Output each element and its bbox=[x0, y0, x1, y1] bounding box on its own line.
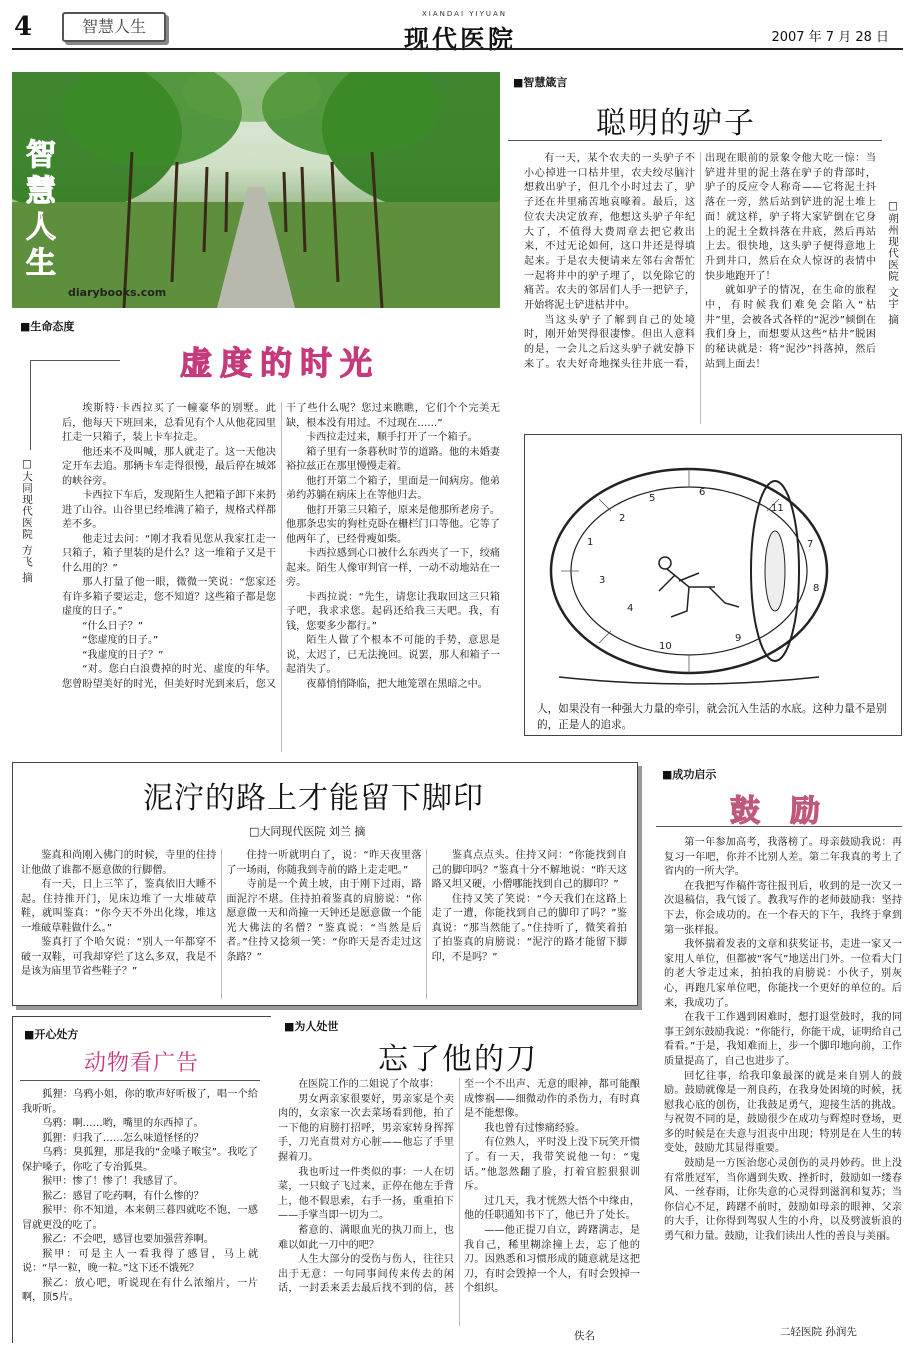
time-column-label: ■生命态度 bbox=[20, 320, 75, 333]
logo-pinyin: XIANDAI YIYUAN bbox=[422, 10, 507, 18]
paragraph: 鉴真打了个哈欠说：“别人一年都穿不破一双鞋，可我却穿烂了这么多双，我是不是该为庙里节省些鞋子？” bbox=[21, 937, 217, 977]
paragraph: 第一年参加高考，我落榜了。母亲鼓励我说：再复习一年吧，你并不比别人差。第二年我真的考上了省内的一所大学。 bbox=[664, 837, 902, 878]
paragraph: 狐狸：归我了……怎么味道怪怪的？ bbox=[42, 1132, 204, 1144]
issue-date: 2007 年 7 月 28 日 bbox=[771, 30, 889, 45]
paragraph: 那人打量了他一眼，微微一笑说：“您家还有许多箱子要运走，您不知道？这些箱子都是您虚度的日子。” bbox=[62, 577, 276, 617]
banner-char: 慧 bbox=[26, 174, 56, 209]
paragraph: 男女两亲家很要好，男亲家是个卖肉的，女亲家一次去菜场看到他，拍了一下他的肩膀打招呼，男亲家转身挥挥手，刀光直贯对方心脏——他忘了手里握着刀。 bbox=[278, 1093, 454, 1163]
animals-title: 动物看广告 bbox=[84, 1051, 200, 1076]
paragraph: 他走过去问：“刚才我看见您从我家扛走一只箱子，箱子里装的是什么？这一堆箱子又是干什么用的？” bbox=[62, 533, 276, 574]
wheel-number: 3 bbox=[599, 575, 606, 586]
time-author: □大同现代医院 方飞 摘 bbox=[21, 458, 33, 584]
hamster-wheel-drawing bbox=[539, 441, 887, 691]
paragraph: 陌生人做了个根本不可能的手势，意思是说，太迟了，已无法挽回。说罢，那人和箱子一起消失了。 bbox=[286, 635, 500, 675]
wheel-number: 1 bbox=[587, 537, 594, 548]
mud-article-box bbox=[12, 762, 638, 1006]
paragraph: “您虚度的日子。” bbox=[82, 635, 159, 646]
paragraph: 我也听过一件类似的事：一人在切菜，一只蚊子飞过来，正停在他左手背上，他不假思索，右手一扬，重重拍下——手掌当即一切为二。 bbox=[278, 1166, 454, 1222]
wheel-number: 4 bbox=[627, 603, 634, 614]
paragraph: 猴乙：放心吧，听说现在有什么浓缩片，一片啊，顶5片。 bbox=[22, 1277, 258, 1303]
time-side-rule-vertical bbox=[30, 360, 31, 450]
running-man bbox=[659, 557, 739, 617]
paragraph: 卡西拉感到心口被什么东西夹了一下，绞痛起来。陌生人像审判官一样，一动不动地站在一旁。 bbox=[286, 548, 500, 588]
paragraph: 在我干工作遇到困难时，想打退堂鼓时，我的同事王剑东鼓励我说：“你能行，你能干成，证明给自己看看。”于是，我知难而上，步一个脚印地向前，工作质量提高了，自己也进步了。 bbox=[664, 1012, 902, 1067]
mud-author: □大同现代医院 刘兰 摘 bbox=[249, 825, 366, 838]
paragraph: 猴甲：惨了！惨了！我感冒了。 bbox=[42, 1176, 184, 1187]
animals-body bbox=[22, 1088, 258, 1340]
encourage-title-rule bbox=[656, 826, 902, 827]
wheel-caption: 人，如果没有一种强大力量的牵引，就会沉入生活的水底。这种力量不是别的，正是人的追求。 bbox=[537, 703, 887, 731]
paragraph: 回忆往事，给我印象最深的就是来自别人的鼓励。鼓励就像是一剂良药，在我身处困境的时候，抚慰我心底的创伤，让我鼓足勇气，迎接生活的挑战。与祝贺不同的是，鼓励很少在成功与辉煌时登场，更多的时候是在夫意与沮丧中出现；特别是在人生的转变处，鼓励尤其显得重要。 bbox=[664, 1070, 902, 1155]
wheel-number: 10 bbox=[659, 641, 672, 652]
paragraph: ——他正提刀自立，踌躇满志，是我自己，稀里糊涂撞上去，忘了他的刀。因熟悉和习惯形成的随意就是这把刀，有时会毁掉一个人，有时会毁掉一个组织。 bbox=[464, 1224, 640, 1295]
encourage-author: 二轻医院 孙润先 bbox=[780, 1326, 857, 1338]
time-body bbox=[62, 402, 500, 752]
paragraph: 住持又笑了笑说：“今天我们在这路上走了一遭，你能找到自己的脚印了吗？”鉴真说：“那当然能了。”住持听了，微笑着拍了拍鉴真的肩膀说：“泥泞的路才能留下脚印，不是吗？” bbox=[431, 893, 627, 963]
paragraph: 乌鸦：啊……哟，嘴里的东西掉了。 bbox=[42, 1118, 204, 1129]
encourage-body bbox=[664, 836, 902, 1320]
mud-body bbox=[21, 849, 627, 999]
paragraph: 猴甲：可是主人一看我得了感冒，马上就说：“早一粒，晚一粒。”这下还不饿死？ bbox=[22, 1248, 258, 1274]
paragraph: 寺前是一个黄土坡，由于刚下过雨，路面泥泞不堪。住持拍着鉴真的肩膀说：“你愿意做一天和尚撞一天钟还是愿意做一个能光大佛法的名僧？”鉴真说：“当然是后者。”住持又捻须一笑：“你昨天是否走过这条路？” bbox=[226, 879, 422, 963]
paragraph: 我怀揣着发表的文章和获奖证书，走进一家又一家用人单位，但都被“客气”地送出门外。一位看大门的老大爷走过来，拍拍我的肩膀说：小伙子，别灰心，再跑几家单位吧，你能找一个更好的单位的。后来，我成功了。 bbox=[664, 939, 902, 1009]
paragraph: 卡西拉说：“先生，请您让我取回这三只箱子吧，我求求您。起码还给我三天吧。我，有钱，您要多少都行。” bbox=[286, 591, 500, 632]
paragraph: 就如驴子的情况，在生命的旅程中，有时候我们难免会陷入“枯井”里，会被各式各样的“泥沙”倾倒在我们身上，而想要从这些“枯井”脱困的秘诀就是：将“泥沙”抖落掉，然后站到上面去！ bbox=[705, 285, 876, 370]
paragraph: 我也曾有过惨痛经验。 bbox=[484, 1122, 586, 1134]
paragraph: 过几天，我才恍然大悟个中缘由，他的任职通知书下了，他已升了处长。 bbox=[464, 1195, 640, 1222]
header-rule bbox=[12, 48, 903, 50]
paragraph: “什么日子？” bbox=[82, 620, 144, 632]
paragraph: 当这头驴子了解到自己的处境时，刚开始哭得很凄惨。但出人意料的是，一会儿之后这头驴子就安静下来了。农夫好奇地探头往井底一看，出现在眼前的景象令他大吃一惊：当铲进井里的泥土落在驴子的背部时，驴子的反应令人称奇——它将泥土抖落在一旁，然后站到铲进的泥土堆上面！就这样，驴子将大家铲倒在它身上的泥土全数抖落在井底，然后再站上去。很快地，这头驴子便得意地上升到井口，然后在众人惊讶的表情中快步地跑开了！ bbox=[524, 153, 876, 370]
wheel-number: 2 bbox=[619, 513, 626, 524]
mud-title: 泥泞的路上才能留下脚印 bbox=[143, 781, 484, 816]
wheel-illustration-box bbox=[524, 434, 902, 736]
paragraph: 有位熟人，平时没上没下玩笑开惯了。有一天，我带笑说他一句：“鬼话。”他忽然翻了脸，打着官腔狠狠训斥。 bbox=[464, 1137, 640, 1193]
paragraph: 人生大部分的受伤与伤人，往往只出于无意：一句同事间传来传去的闲话，一封丢来丢去最后找不到的信，甚至一个不出声、无意的眼神，都可能酿成惨祸——细微动作的杀伤力，有时真是不能想像。 bbox=[278, 1079, 640, 1295]
knife-author: 佚名 bbox=[574, 1330, 595, 1342]
knife-body bbox=[278, 1078, 640, 1326]
paragraph: 埃斯特·卡西拉买了一幢豪华的别墅。此后，他每天下班回来，总看见有个人从他花园里扛走一只箱子，装上卡车拉走。 bbox=[62, 403, 276, 443]
paragraph: 夜幕悄悄降临，把大地笼罩在黑暗之中。 bbox=[306, 678, 488, 690]
paragraph: 猴乙：不会吧，感冒也要加强营养啊。 bbox=[42, 1234, 214, 1245]
banner-char: 人 bbox=[26, 210, 56, 245]
paragraph: 卡西拉下车后，发现陌生人把箱子卸下来扔进了山谷。山谷里已经堆满了箱子，规格式样都差不多。 bbox=[62, 490, 276, 530]
animals-column-label: ■开心处方 bbox=[24, 1028, 79, 1041]
tree-avenue-drawing bbox=[12, 72, 500, 308]
paragraph: 猴乙：感冒了吃药啊，有什么惨的？ bbox=[42, 1190, 204, 1202]
paragraph: 有一天，某个农夫的一头驴子不小心掉进一口枯井里，农夫绞尽脑汁想救出驴子，但几个小时过去了，驴子还在井里痛苦地哀嚎着。最后，这位农夫决定放弃，他想这头驴子年纪大了，不值得大费周章去把它救出来，不过无论如何，这口井还是得填起来。于是农夫便请来左邻右舍帮忙一起将井中的驴子埋了，以免除它的痛苦。农夫的邻居们人手一把铲子，开始将泥土铲进枯井中。 bbox=[524, 153, 695, 312]
paragraph: 蓄意的、满眼血光的执刀而上，也难以如此一刀中的吧？ bbox=[278, 1224, 454, 1251]
paragraph: 鉴真和尚刚入佛门的时候，寺里的住持让他做了谁都不愿意做的行脚僧。 bbox=[21, 850, 217, 876]
banner-vertical-title bbox=[26, 138, 66, 282]
knife-column-label: ■为人处世 bbox=[284, 1020, 339, 1033]
newspaper-logo: 现代医院 bbox=[404, 25, 517, 54]
section-tab: 智慧人生 bbox=[62, 12, 166, 42]
paragraph: 鼓励是一方医治您心灵创伤的灵丹妙药。世上没有常胜冠军，当你遇到失败、挫折时，鼓励如一缕春风、一丝春雨，让你失意的心灵得到滋润和复苏；当你信心不足，踌躇不前时，鼓励如母亲的眼神、父亲的大手，让你得到驾驭人生的小舟，以及劈波斩浪的勇气和力量。鼓励，让我们读出人性的善良与美丽。 bbox=[664, 1158, 902, 1243]
donkey-title-rule bbox=[508, 140, 882, 141]
donkey-author: □朔州现代医院 文宇 摘 bbox=[887, 200, 899, 326]
time-title: 虚度的时光 bbox=[180, 344, 381, 382]
paragraph: “对。您白白浪费掉的时光、虚度的年华。您曾盼望美好的时光，但美好时光到来后，您又干了些什么呢？您过来瞧瞧，它们个个完美无缺，根本没有用过。不过现在……” bbox=[62, 403, 500, 690]
paragraph: 他还来不及叫喊，那人就走了。这一天他决定开车去追。那辆卡车走得很慢，最后停在城郊的峡谷旁。 bbox=[62, 446, 276, 487]
paragraph: 猴甲：你不知道，本来朝三暮四就吃不饱，一感冒就更没的吃了。 bbox=[22, 1205, 258, 1231]
banner-char: 生 bbox=[26, 246, 56, 281]
page-number: 4 bbox=[14, 12, 33, 42]
donkey-column-label: ■智慧箴言 bbox=[513, 76, 568, 89]
encourage-column-label: ■成功启示 bbox=[662, 768, 717, 781]
paragraph: 他打开第二个箱子，里面是一间病房。他弟弟约苏躺在病床上在等他归去。 bbox=[286, 475, 500, 501]
paragraph: 住持一听就明白了，说：“昨天夜里落了一场雨，你随我到寺前的路上走走吧。” bbox=[226, 850, 422, 876]
paragraph: 狐狸：乌鸦小姐，你的歌声好听极了，唱一个给我听听。 bbox=[22, 1089, 258, 1115]
paragraph: 卡西拉走过来，顺手打开了一个箱子。 bbox=[306, 432, 478, 443]
banner-char: 智 bbox=[26, 138, 56, 173]
paragraph: 鉴真点点头。住持又问：“你能找到自己的脚印吗？”鉴真十分不解地说：“昨天这路又坦又硬，小僧哪能找到自己的脚印？” bbox=[431, 850, 627, 890]
paragraph: 在医院工作的二姐说了个故事： bbox=[298, 1079, 440, 1090]
donkey-body bbox=[524, 152, 876, 424]
paragraph: 箱子里有一条暮秋时节的道路。他的未婚妻裕拉兹正在那里慢慢走着。 bbox=[286, 446, 500, 472]
encourage-title: 鼓 励 bbox=[730, 794, 820, 829]
paragraph: 乌鸦：臭狐狸，那是我的“金嗓子喉宝”。我吃了保护嗓子，你吃了专治狐臭。 bbox=[22, 1147, 258, 1173]
wheel-number: 7 bbox=[807, 539, 814, 550]
banner-watermark: diarybooks.com bbox=[68, 286, 167, 299]
page-header bbox=[12, 8, 903, 54]
paragraph: 他打开第三只箱子，原来是他那所老房子。他那条忠实的狗杜克卧在栅栏门口等他。它等了他两年了，已经骨瘦如柴。 bbox=[286, 504, 500, 545]
wheel-number: 9 bbox=[735, 633, 742, 644]
animals-title-rule bbox=[20, 1080, 260, 1081]
paragraph: 在我把写作稿件寄往报刊后，收到的是一次又一次退稿信，我气馁了。教我写作的老师鼓励我：坚持下去，你会成功的。在一个春天的下午，我终于拿到第一张样报。 bbox=[664, 880, 902, 936]
paragraph: 有一天，日上三竿了，鉴真依旧大睡不起。住持推开门，见床边堆了一大堆破草鞋，就叫鉴真：“你今天不外出化缘，堆这一堆破草鞋做什么。” bbox=[21, 879, 217, 934]
wheel-number: 8 bbox=[813, 583, 820, 594]
time-side-rule bbox=[30, 360, 120, 361]
wheel-number: 11 bbox=[771, 503, 784, 514]
wheel-number: 6 bbox=[699, 487, 706, 498]
donkey-title: 聪明的驴子 bbox=[596, 106, 756, 141]
wheel-number: 5 bbox=[649, 493, 656, 504]
paragraph: “我虚度的日子？” bbox=[82, 649, 164, 661]
tree-avenue-photo bbox=[12, 72, 500, 308]
knife-title: 忘了他的刀 bbox=[378, 1042, 538, 1077]
